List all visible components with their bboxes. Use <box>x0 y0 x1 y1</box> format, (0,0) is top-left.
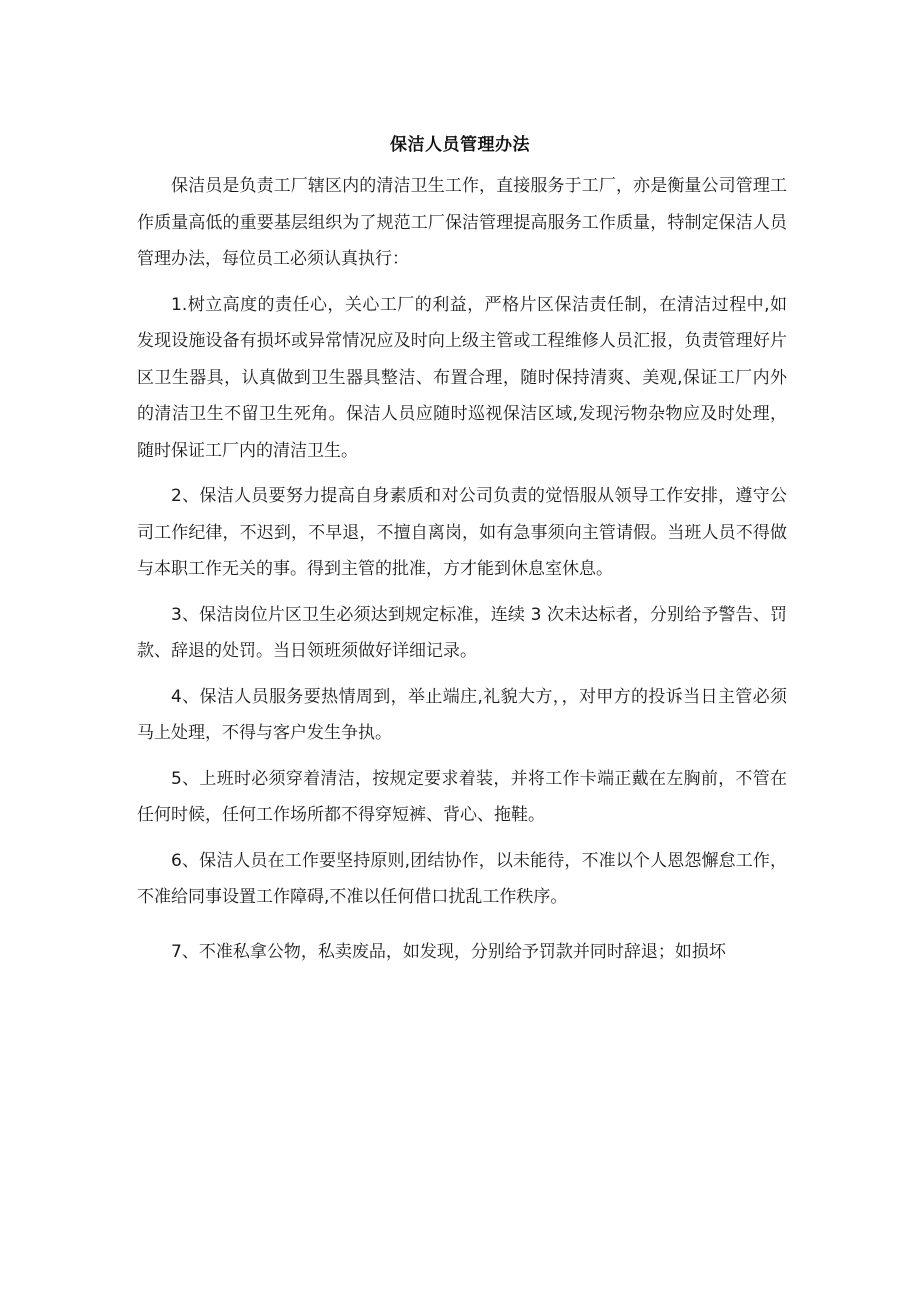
rule-paragraph-4: 4、保洁人员服务要热情周到，举止端庄,礼貌大方，，对甲方的投诉当日主管必须马上处理，不得与客户发生争执。 <box>137 686 787 743</box>
rule-paragraph-3: 3、保洁岗位片区卫生必须达到规定标准，连续 3 次未达标者，分别给予警告、罚款、辞退的处罚。当日领班须做好详细记录。 <box>137 604 787 661</box>
rule-paragraph-5: 5、上班时必须穿着清洁，按规定要求着装，并将工作卡端正戴在左胸前，不管在任何时候，任何工作场所都不得穿短裤、背心、拖鞋。 <box>137 768 787 825</box>
rule-paragraph-7: 7、不准私拿公物，私卖废品，如发现，分别给予罚款并同时辞退；如损坏 <box>171 941 726 962</box>
intro-paragraph: 保洁员是负责工厂辖区内的清洁卫生工作，直接服务于工厂，亦是衡量公司管理工作质量高低的重要基层组织为了规范工厂保洁管理提高服务工作质量，特制定保洁人员管理办法，每位员工必须认真执行： <box>137 176 787 269</box>
rule-paragraph-1: 1.树立高度的责任心，关心工厂的利益，严格片区保洁责任制，在清洁过程中,如发现设施设备有损坏或异常情况应及时向上级主管或工程维修人员汇报，负责管理好片区卫生器具，认真做到卫生器具整洁、布置合理，随时保持清爽、美观,保证工厂内外的清洁卫生不留卫生死角。保洁人员应随时巡视保洁区域,发现污物杂物应及时处理，随时保证工厂内的清洁卫生。 <box>137 294 787 461</box>
document-title: 保洁人员管理办法 <box>390 135 530 155</box>
rule-paragraph-6: 6、保洁人员在工作要坚持原则,团结协作，以未能待，不准以个人恩怨懈怠工作，不准给同事设置工作障碍,不准以任何借口扰乱工作秩序。 <box>137 850 787 907</box>
rule-paragraph-2: 2、保洁人员要努力提高自身素质和对公司负责的觉悟服从领导工作安排，遵守公司工作纪律，不迟到，不早退，不擅自离岗，如有急事须向主管请假。当班人员不得做与本职工作无关的事。得到主管的批准，方才能到休息室休息。 <box>137 486 787 579</box>
document-body <box>137 168 787 970</box>
